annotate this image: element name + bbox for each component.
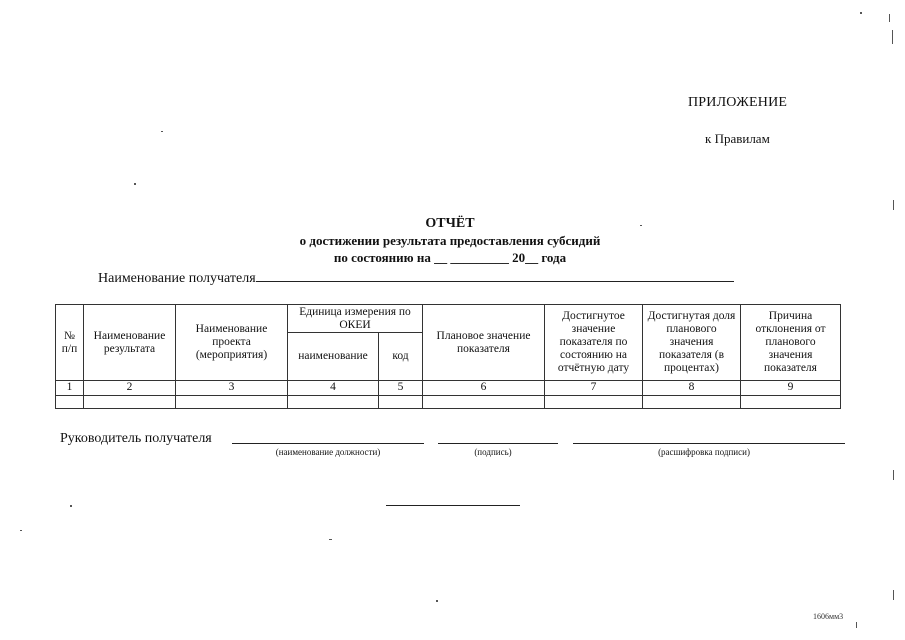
scan-speck [329, 539, 332, 540]
scan-speck [20, 530, 22, 531]
column-number: 6 [423, 381, 545, 396]
column-number-row [56, 381, 841, 396]
column-number: 9 [741, 381, 841, 396]
report-table [55, 304, 841, 409]
table-cell[interactable] [379, 396, 423, 409]
scan-speck [134, 183, 136, 185]
header-achieved-value: Достигнутое значение показателя по состоянию на отчётную дату [545, 305, 643, 381]
position-signature-line[interactable] [232, 442, 424, 444]
column-number: 1 [56, 381, 84, 396]
header-unit-group: Единица измерения по ОКЕИ [288, 305, 423, 333]
column-number: 2 [84, 381, 176, 396]
scan-speck [892, 30, 893, 44]
header-project-name: Наименование проекта (мероприятия) [176, 305, 288, 381]
recipient-label: Наименование получателя [98, 271, 256, 286]
header-deviation-reason: Причина отклонения от планового значения показателя [741, 305, 841, 381]
report-title: ОТЧЁТ [425, 216, 475, 231]
appendix-heading: ПРИЛОЖЕНИЕ [688, 95, 788, 110]
scan-speck [161, 131, 163, 132]
appendix-subheading: к Правилам [705, 131, 770, 146]
column-number: 5 [379, 381, 423, 396]
header-planned-value: Плановое значение показателя [423, 305, 545, 381]
report-date-line: по состоянию на __ _________ 20__ года [333, 250, 567, 265]
decoding-signature-line[interactable] [573, 442, 845, 444]
scan-speck [70, 505, 72, 507]
header-num: № п/п [56, 305, 84, 381]
scan-speck [436, 600, 438, 602]
table-cell[interactable] [741, 396, 841, 409]
column-number: 3 [176, 381, 288, 396]
column-number: 4 [288, 381, 379, 396]
table-cell[interactable] [288, 396, 379, 409]
header-achieved-share: Достигнутая доля планового значения показателя (в процентах) [643, 305, 741, 381]
signature-line[interactable] [438, 442, 558, 444]
decoding-caption: (расшифровка подписи) [658, 447, 750, 457]
table-row [56, 396, 841, 409]
report-subtitle: о достижении результата предоставления субсидий [299, 233, 601, 248]
column-number: 8 [643, 381, 741, 396]
scan-speck [889, 14, 890, 22]
signer-label: Руководитель получателя [60, 431, 212, 446]
column-number: 7 [545, 381, 643, 396]
table-cell[interactable] [84, 396, 176, 409]
position-caption: (наименование должности) [275, 447, 381, 457]
table-cell[interactable] [545, 396, 643, 409]
header-unit-code: код [379, 333, 423, 381]
scan-speck [856, 622, 857, 628]
scan-speck [860, 12, 862, 14]
table-cell[interactable] [176, 396, 288, 409]
scan-speck [640, 225, 642, 226]
table-cell[interactable] [56, 396, 84, 409]
recipient-blank-line[interactable] [256, 268, 734, 282]
document-code: 1606мм3 [813, 612, 844, 621]
table-cell[interactable] [423, 396, 545, 409]
separator-line [386, 504, 520, 506]
table-cell[interactable] [643, 396, 741, 409]
header-unit-name: наименование [288, 333, 379, 381]
scan-speck [893, 200, 894, 210]
report-title-block [150, 215, 750, 266]
recipient-row [98, 268, 734, 287]
scan-speck [893, 470, 894, 480]
signature-caption: (подпись) [474, 447, 512, 457]
scan-speck [893, 590, 894, 600]
header-result-name: Наименование результата [84, 305, 176, 381]
